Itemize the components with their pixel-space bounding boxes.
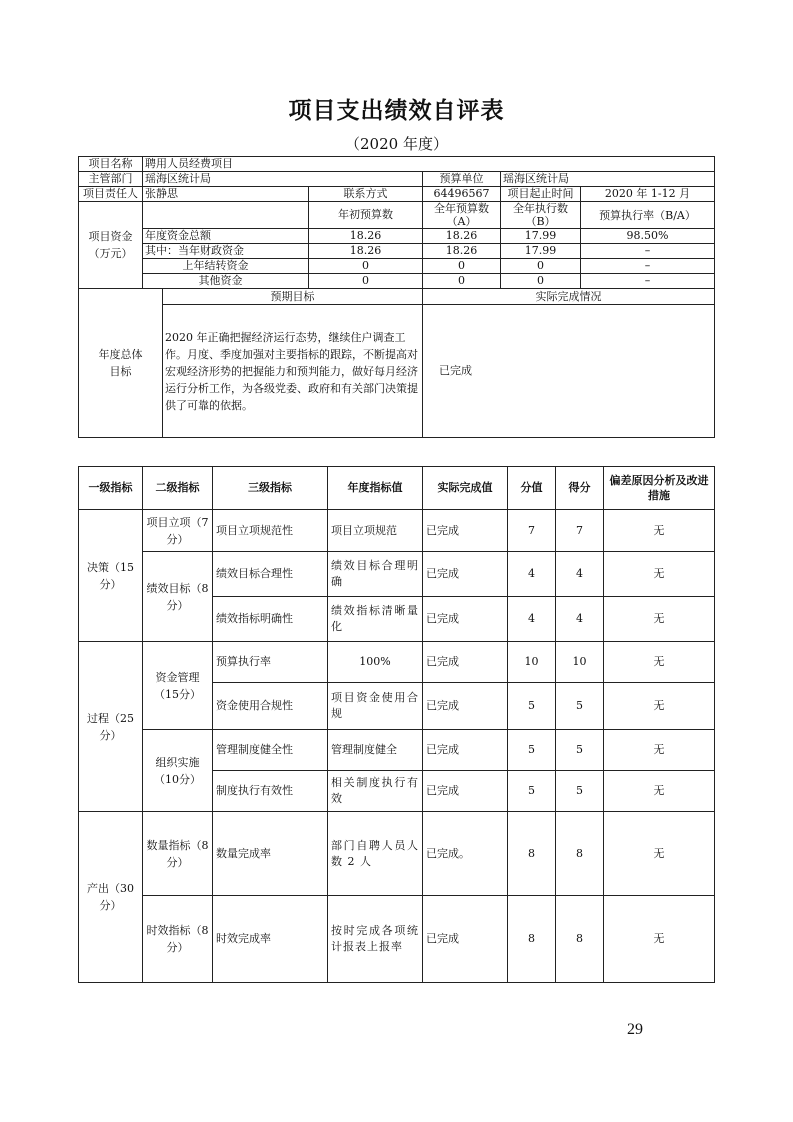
target-value: 项目立项规范 — [328, 510, 423, 552]
period-label: 项目起止时间 — [501, 187, 581, 202]
funds-rate: – — [581, 244, 715, 259]
table-row — [79, 510, 715, 552]
score: 10 — [556, 642, 604, 683]
level2-label: 数量指标（8分） — [143, 812, 213, 896]
actual-value: 已完成 — [423, 896, 508, 983]
budget-unit-value: 瑶海区统计局 — [501, 172, 715, 187]
score-max: 8 — [508, 812, 556, 896]
header-level1: 一级指标 — [79, 467, 143, 510]
dept-value: 瑶海区统计局 — [143, 172, 423, 187]
funds-header-row — [79, 202, 715, 229]
owner-value: 张静思 — [143, 187, 309, 202]
actual-value: 已完成 — [423, 771, 508, 812]
funds-row-total — [79, 229, 715, 244]
funds-row-current — [79, 244, 715, 259]
funds-full: 0 — [423, 274, 501, 289]
col-rate: 预算执行率（B/A） — [581, 202, 715, 229]
funds-exec: 0 — [501, 274, 581, 289]
goals-content-row — [79, 305, 715, 438]
level3-name: 管理制度健全性 — [213, 730, 328, 771]
score: 4 — [556, 597, 604, 642]
funds-row-label: 其中：当年财政资金 — [143, 244, 309, 259]
target-value: 绩效指标清晰量化 — [328, 597, 423, 642]
expected-goal-label: 预期目标 — [163, 289, 423, 305]
level2-label: 时效指标（8分） — [143, 896, 213, 983]
funds-row-label: 上年结转资金 — [163, 259, 309, 274]
level3-name: 制度执行有效性 — [213, 771, 328, 812]
funds-label: 项目资金（万元） — [79, 202, 143, 289]
score-max: 10 — [508, 642, 556, 683]
reason: 无 — [604, 552, 715, 597]
score: 5 — [556, 730, 604, 771]
dept-label: 主管部门 — [79, 172, 143, 187]
level3-name: 时效完成率 — [213, 896, 328, 983]
actual-value: 已完成 — [423, 642, 508, 683]
actual-value: 已完成。 — [423, 812, 508, 896]
document-subtitle: （2020 年度） — [345, 135, 448, 153]
funds-indent — [143, 274, 163, 289]
funds-full: 18.26 — [423, 229, 501, 244]
header-actual: 实际完成值 — [423, 467, 508, 510]
score: 5 — [556, 771, 604, 812]
col-executed: 全年执行数（B） — [501, 202, 581, 229]
document-title: 项目支出绩效自评表 — [288, 97, 505, 124]
reason: 无 — [604, 642, 715, 683]
header-score: 得分 — [556, 467, 604, 510]
funds-rate: – — [581, 274, 715, 289]
actual-goal-text: 已完成 — [423, 305, 715, 438]
score-max: 4 — [508, 552, 556, 597]
reason: 无 — [604, 510, 715, 552]
level3-name: 数量完成率 — [213, 812, 328, 896]
table-row — [79, 896, 715, 983]
goals-label: 年度总体目标 — [79, 289, 163, 438]
target-value: 管理制度健全 — [328, 730, 423, 771]
level3-name: 资金使用合规性 — [213, 683, 328, 730]
funds-exec: 17.99 — [501, 229, 581, 244]
level3-name: 绩效指标明确性 — [213, 597, 328, 642]
level3-name: 预算执行率 — [213, 642, 328, 683]
table-row — [79, 552, 715, 597]
project-name-row — [79, 157, 715, 172]
target-value: 相关制度执行有效 — [328, 771, 423, 812]
actual-value: 已完成 — [423, 552, 508, 597]
actual-value: 已完成 — [423, 597, 508, 642]
owner-row — [79, 187, 715, 202]
funds-row-other — [79, 274, 715, 289]
funds-row-label: 其他资金 — [163, 274, 309, 289]
level1-decision: 决策（15分） — [79, 510, 143, 642]
target-value: 绩效目标合理明确 — [328, 552, 423, 597]
reason: 无 — [604, 896, 715, 983]
level1-process: 过程（25分） — [79, 642, 143, 812]
project-name-value: 聘用人员经费项目 — [143, 157, 715, 172]
target-value: 按时完成各项统计报表上报率 — [328, 896, 423, 983]
score: 8 — [556, 896, 604, 983]
dept-row — [79, 172, 715, 187]
col-full-year: 全年预算数（A） — [423, 202, 501, 229]
funds-exec: 0 — [501, 259, 581, 274]
score-max: 5 — [508, 771, 556, 812]
reason: 无 — [604, 812, 715, 896]
funds-row-carryover — [79, 259, 715, 274]
expected-goal-text: 2020 年正确把握经济运行态势，继续住户调查工作。月度、季度加强对主要指标的跟踪，不断提高对宏观经济形势的把握能力和预判能力，做好每月经济运行分析工作，为各级党委、政府和有关部门决策提供了可靠的依据。 — [163, 305, 423, 438]
performance-indicators-table — [78, 466, 715, 983]
actual-value: 已完成 — [423, 730, 508, 771]
page-number: 29 — [627, 1021, 643, 1038]
level2-label: 组织实施（10分） — [143, 730, 213, 812]
score-max: 8 — [508, 896, 556, 983]
level2-label: 资金管理（15分） — [143, 642, 213, 730]
funds-initial: 18.26 — [309, 244, 423, 259]
actual-value: 已完成 — [423, 683, 508, 730]
header-target: 年度指标值 — [328, 467, 423, 510]
score: 7 — [556, 510, 604, 552]
funds-row-label: 年度资金总额 — [143, 229, 309, 244]
score-max: 5 — [508, 730, 556, 771]
funds-initial: 0 — [309, 259, 423, 274]
funds-indent — [143, 259, 163, 274]
goals-header-row — [79, 289, 715, 305]
indicator-header-row — [79, 467, 715, 510]
level1-output: 产出（30分） — [79, 812, 143, 983]
reason: 无 — [604, 683, 715, 730]
project-name-label: 项目名称 — [79, 157, 143, 172]
funds-exec: 17.99 — [501, 244, 581, 259]
funds-initial: 18.26 — [309, 229, 423, 244]
table-row — [79, 642, 715, 683]
contact-label: 联系方式 — [309, 187, 423, 202]
level2-label: 绩效目标（8分） — [143, 552, 213, 642]
funds-rate: 98.50% — [581, 229, 715, 244]
score: 5 — [556, 683, 604, 730]
score: 4 — [556, 552, 604, 597]
info-funds-goals-table — [78, 156, 715, 438]
contact-value: 64496567 — [423, 187, 501, 202]
funds-rate: – — [581, 259, 715, 274]
target-value: 100% — [328, 642, 423, 683]
period-value: 2020 年 1-12 月 — [581, 187, 715, 202]
level3-name: 项目立项规范性 — [213, 510, 328, 552]
reason: 无 — [604, 597, 715, 642]
score-max: 7 — [508, 510, 556, 552]
funds-full: 0 — [423, 259, 501, 274]
score-max: 5 — [508, 683, 556, 730]
reason: 无 — [604, 730, 715, 771]
col-initial: 年初预算数 — [309, 202, 423, 229]
reason: 无 — [604, 771, 715, 812]
header-level3: 三级指标 — [213, 467, 328, 510]
level2-label: 项目立项（7分） — [143, 510, 213, 552]
funds-initial: 0 — [309, 274, 423, 289]
funds-full: 18.26 — [423, 244, 501, 259]
header-reason: 偏差原因分析及改进措施 — [604, 467, 715, 510]
target-value: 部门自聘人员人数 2 人 — [328, 812, 423, 896]
header-score-max: 分值 — [508, 467, 556, 510]
budget-unit-label: 预算单位 — [423, 172, 501, 187]
actual-value: 已完成 — [423, 510, 508, 552]
target-value: 项目资金使用合规 — [328, 683, 423, 730]
level3-name: 绩效目标合理性 — [213, 552, 328, 597]
header-level2: 二级指标 — [143, 467, 213, 510]
table-row — [79, 730, 715, 771]
actual-goal-label: 实际完成情况 — [423, 289, 715, 305]
owner-label: 项目责任人 — [79, 187, 143, 202]
table-row — [79, 812, 715, 896]
score: 8 — [556, 812, 604, 896]
score-max: 4 — [508, 597, 556, 642]
funds-header-blank — [143, 202, 309, 229]
